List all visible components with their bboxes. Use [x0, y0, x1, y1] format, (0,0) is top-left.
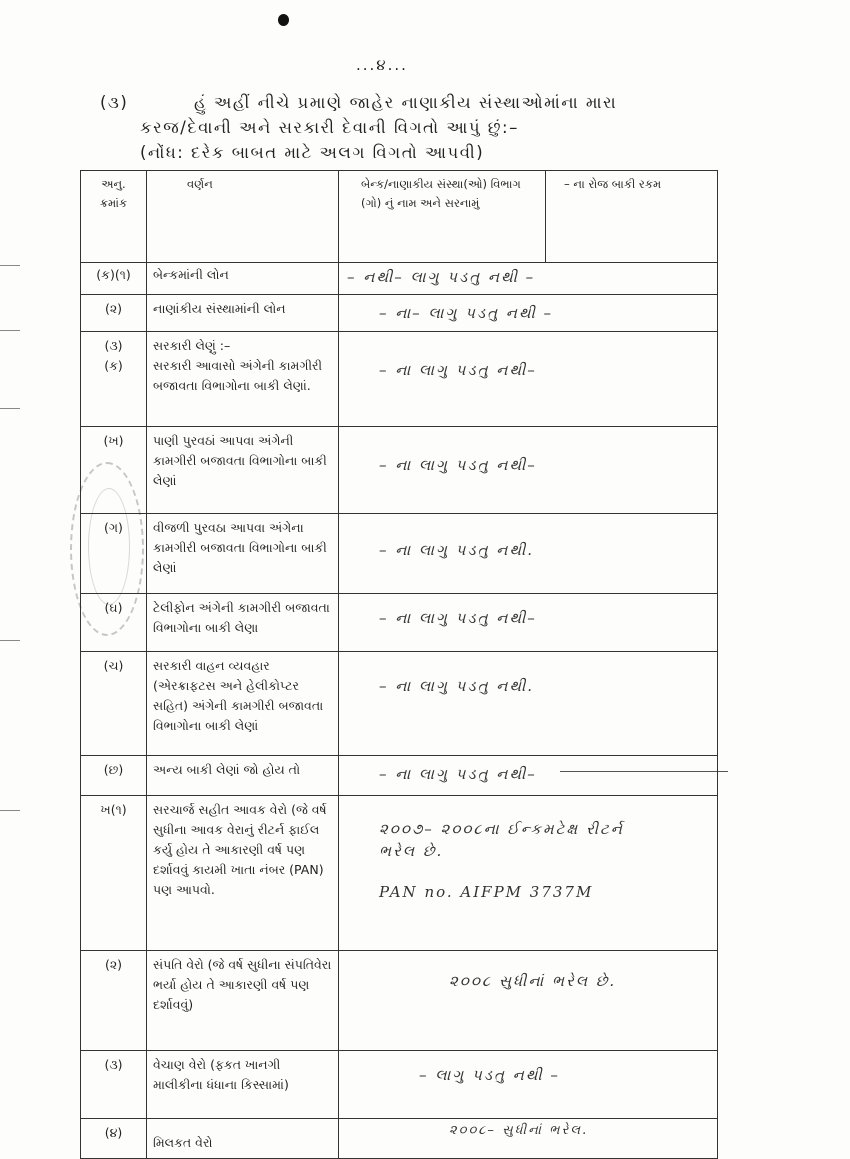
intro-number: (૩): [100, 93, 129, 112]
margin-mark: [0, 640, 20, 641]
handwritten-entry: – લાગુ પડતુ નથી –: [419, 1066, 560, 1084]
table-row: [81, 332, 718, 427]
handwritten-entry: – ના લાગુ પડતુ નથી–: [379, 361, 537, 379]
row-description: સરકારી લેણું :– સરકારી આવાસો અંગેની કામગીરી બજાવતા વિભાગોના બાકી લેણાં.: [147, 332, 339, 427]
handwritten-entry: – ના લાગુ પડતુ નથી.: [379, 541, 535, 559]
handwritten-entry: – ના લાગુ પડતુ નથી–: [379, 765, 537, 783]
row-serial: (ચ): [81, 652, 147, 756]
header-balance: – ના રોજ બાકી રકમ: [546, 171, 718, 263]
table-row: [81, 514, 718, 594]
row-description: સરકારી વાહન વ્યવહાર (એરક્રાફટસ અને હેલીકોપ્ટર સહિત) અંગેની કામગીરી બજાવતા વિભાગોના બાકી લેણાં: [147, 652, 339, 756]
row-entry-cell: [339, 1119, 718, 1159]
row-serial: (૨): [81, 295, 147, 332]
row-entry-cell: [339, 263, 718, 295]
row-entry-cell: [339, 514, 718, 594]
row-serial: (ગ): [81, 514, 147, 594]
handwritten-entry: – ના લાગુ પડતુ નથી–: [379, 456, 537, 474]
row-description: પાણી પુરવઠાં આપવા અંગેની કામગીરી બજાવતા વિભાગોના બાકી લેણાં: [147, 427, 339, 514]
liabilities-table: [80, 170, 718, 1159]
table-row: [81, 263, 718, 295]
row-description: સંપતિ વેરો (જે વર્ષ સુધીના સંપતિવેરા ભર્યા હોય તે આકારણી વર્ષ પણ દર્શાવવું): [147, 951, 339, 1051]
row-serial: ખ(૧): [81, 796, 147, 951]
handwritten-entry: – ના લાગુ પડતુ નથી.: [379, 677, 535, 695]
table-row: [81, 295, 718, 332]
margin-mark: [0, 810, 20, 811]
row-description: વેચાણ વેરો (ફકત ખાનગી માલીકીના ધંધાના કિસ્સામાં): [147, 1051, 339, 1119]
handwritten-entry: – નથી– લાગુ પડતુ નથી –: [347, 268, 536, 286]
row-entry-cell: [339, 332, 718, 427]
margin-mark: [0, 265, 20, 266]
header-institution: બેન્ક/નાણાકીય સંસ્થા(ઓ) વિભાગ (ગો) નું નામ અને સરનામું: [339, 171, 546, 263]
row-description: મિલકત વેરો: [147, 1119, 339, 1159]
handwritten-entry: ૨૦૦૮– સુધીનાં ભરેલ.: [449, 1123, 589, 1138]
table-row: [81, 796, 718, 951]
row-serial: (૩) (ક): [81, 332, 147, 427]
handwritten-entry: ૨૦૦૭– ૨૦૦૮ના ઈન્કમટેક્ષ રીટર્ન ભરેલ છે.: [379, 820, 624, 860]
row-description: બેન્કમાંની લોન: [147, 263, 339, 295]
row-entry-cell: [339, 1051, 718, 1119]
row-entry-cell: [339, 652, 718, 756]
intro-line-1: હું અહીં નીચે પ્રમાણે જાહેર નાણાકીય સંસ્થાઓમાંના મારા: [194, 93, 618, 112]
table-row: [81, 427, 718, 514]
row-serial: (૩): [81, 1051, 147, 1119]
row-serial: (ખ): [81, 427, 147, 514]
header-description: વર્ણન: [147, 171, 339, 263]
row-description: વીજળી પુરવઠા આપવા અંગેના કામગીરી બજાવતા વિભાગોના બાકી લેણાં: [147, 514, 339, 594]
ink-dot: [278, 14, 289, 26]
handwritten-entry: ૨૦૦૮ સુધીનાં ભરેલ છે.: [449, 972, 617, 990]
margin-mark: [0, 330, 20, 331]
row-serial: (ઘ): [81, 594, 147, 652]
row-entry-cell: [339, 295, 718, 332]
row-description: ટેલીફોન અંગેની કામગીરી બજાવતા વિભાગોના બાકી લેણા: [147, 594, 339, 652]
handwritten-entry: – ના– લાગુ પડતુ નથી –: [379, 304, 554, 322]
table-row: [81, 756, 718, 796]
row-entry-cell: [339, 427, 718, 514]
row-description: સરચાર્જ સહીત આવક વેરો (જે વર્ષ સુધીના આવક વેરાનું રીટર્ન ફાઈલ કર્યુ હોય તે આકારણી વર્ષ પણ દર્શાવવું કાયમી ખાતા નંબર (PAN) પણ આપવો.: [147, 796, 339, 951]
row-serial: (૪): [81, 1119, 147, 1159]
intro-line-2: કરજ/દેવાની અને સરકારી દેવાની વિગતો આપું છું:–: [140, 118, 519, 137]
table-row: [81, 594, 718, 652]
table-row: [81, 951, 718, 1051]
page-number: ...૪...: [356, 56, 408, 74]
intro-line-3: (નોંધ: દરેક બાબત માટે અલગ વિગતો આપવી): [140, 143, 485, 162]
handwritten-pan: PAN no. AIFPM 3737M: [379, 883, 594, 901]
row-entry-cell: [339, 951, 718, 1051]
row-entry-cell: [339, 756, 718, 796]
table-header-row: [81, 171, 718, 263]
header-serial: અનુ. ક્રમાંક: [81, 171, 147, 263]
row-serial: (ક)(૧): [81, 263, 147, 295]
row-serial: (૨): [81, 951, 147, 1051]
row-entry-cell: [339, 796, 718, 951]
row-description: નાણાંકીય સંસ્થામાંની લોન: [147, 295, 339, 332]
row-entry-cell: [339, 594, 718, 652]
table-row: [81, 1119, 718, 1159]
table-row: [81, 652, 718, 756]
margin-mark: [0, 408, 20, 409]
row-serial: (છ): [81, 756, 147, 796]
row-description: અન્ય બાકી લેણાં જો હોય તો: [147, 756, 339, 796]
table-row: [81, 1051, 718, 1119]
handwritten-entry: – ના લાગુ પડતુ નથી–: [379, 609, 537, 627]
